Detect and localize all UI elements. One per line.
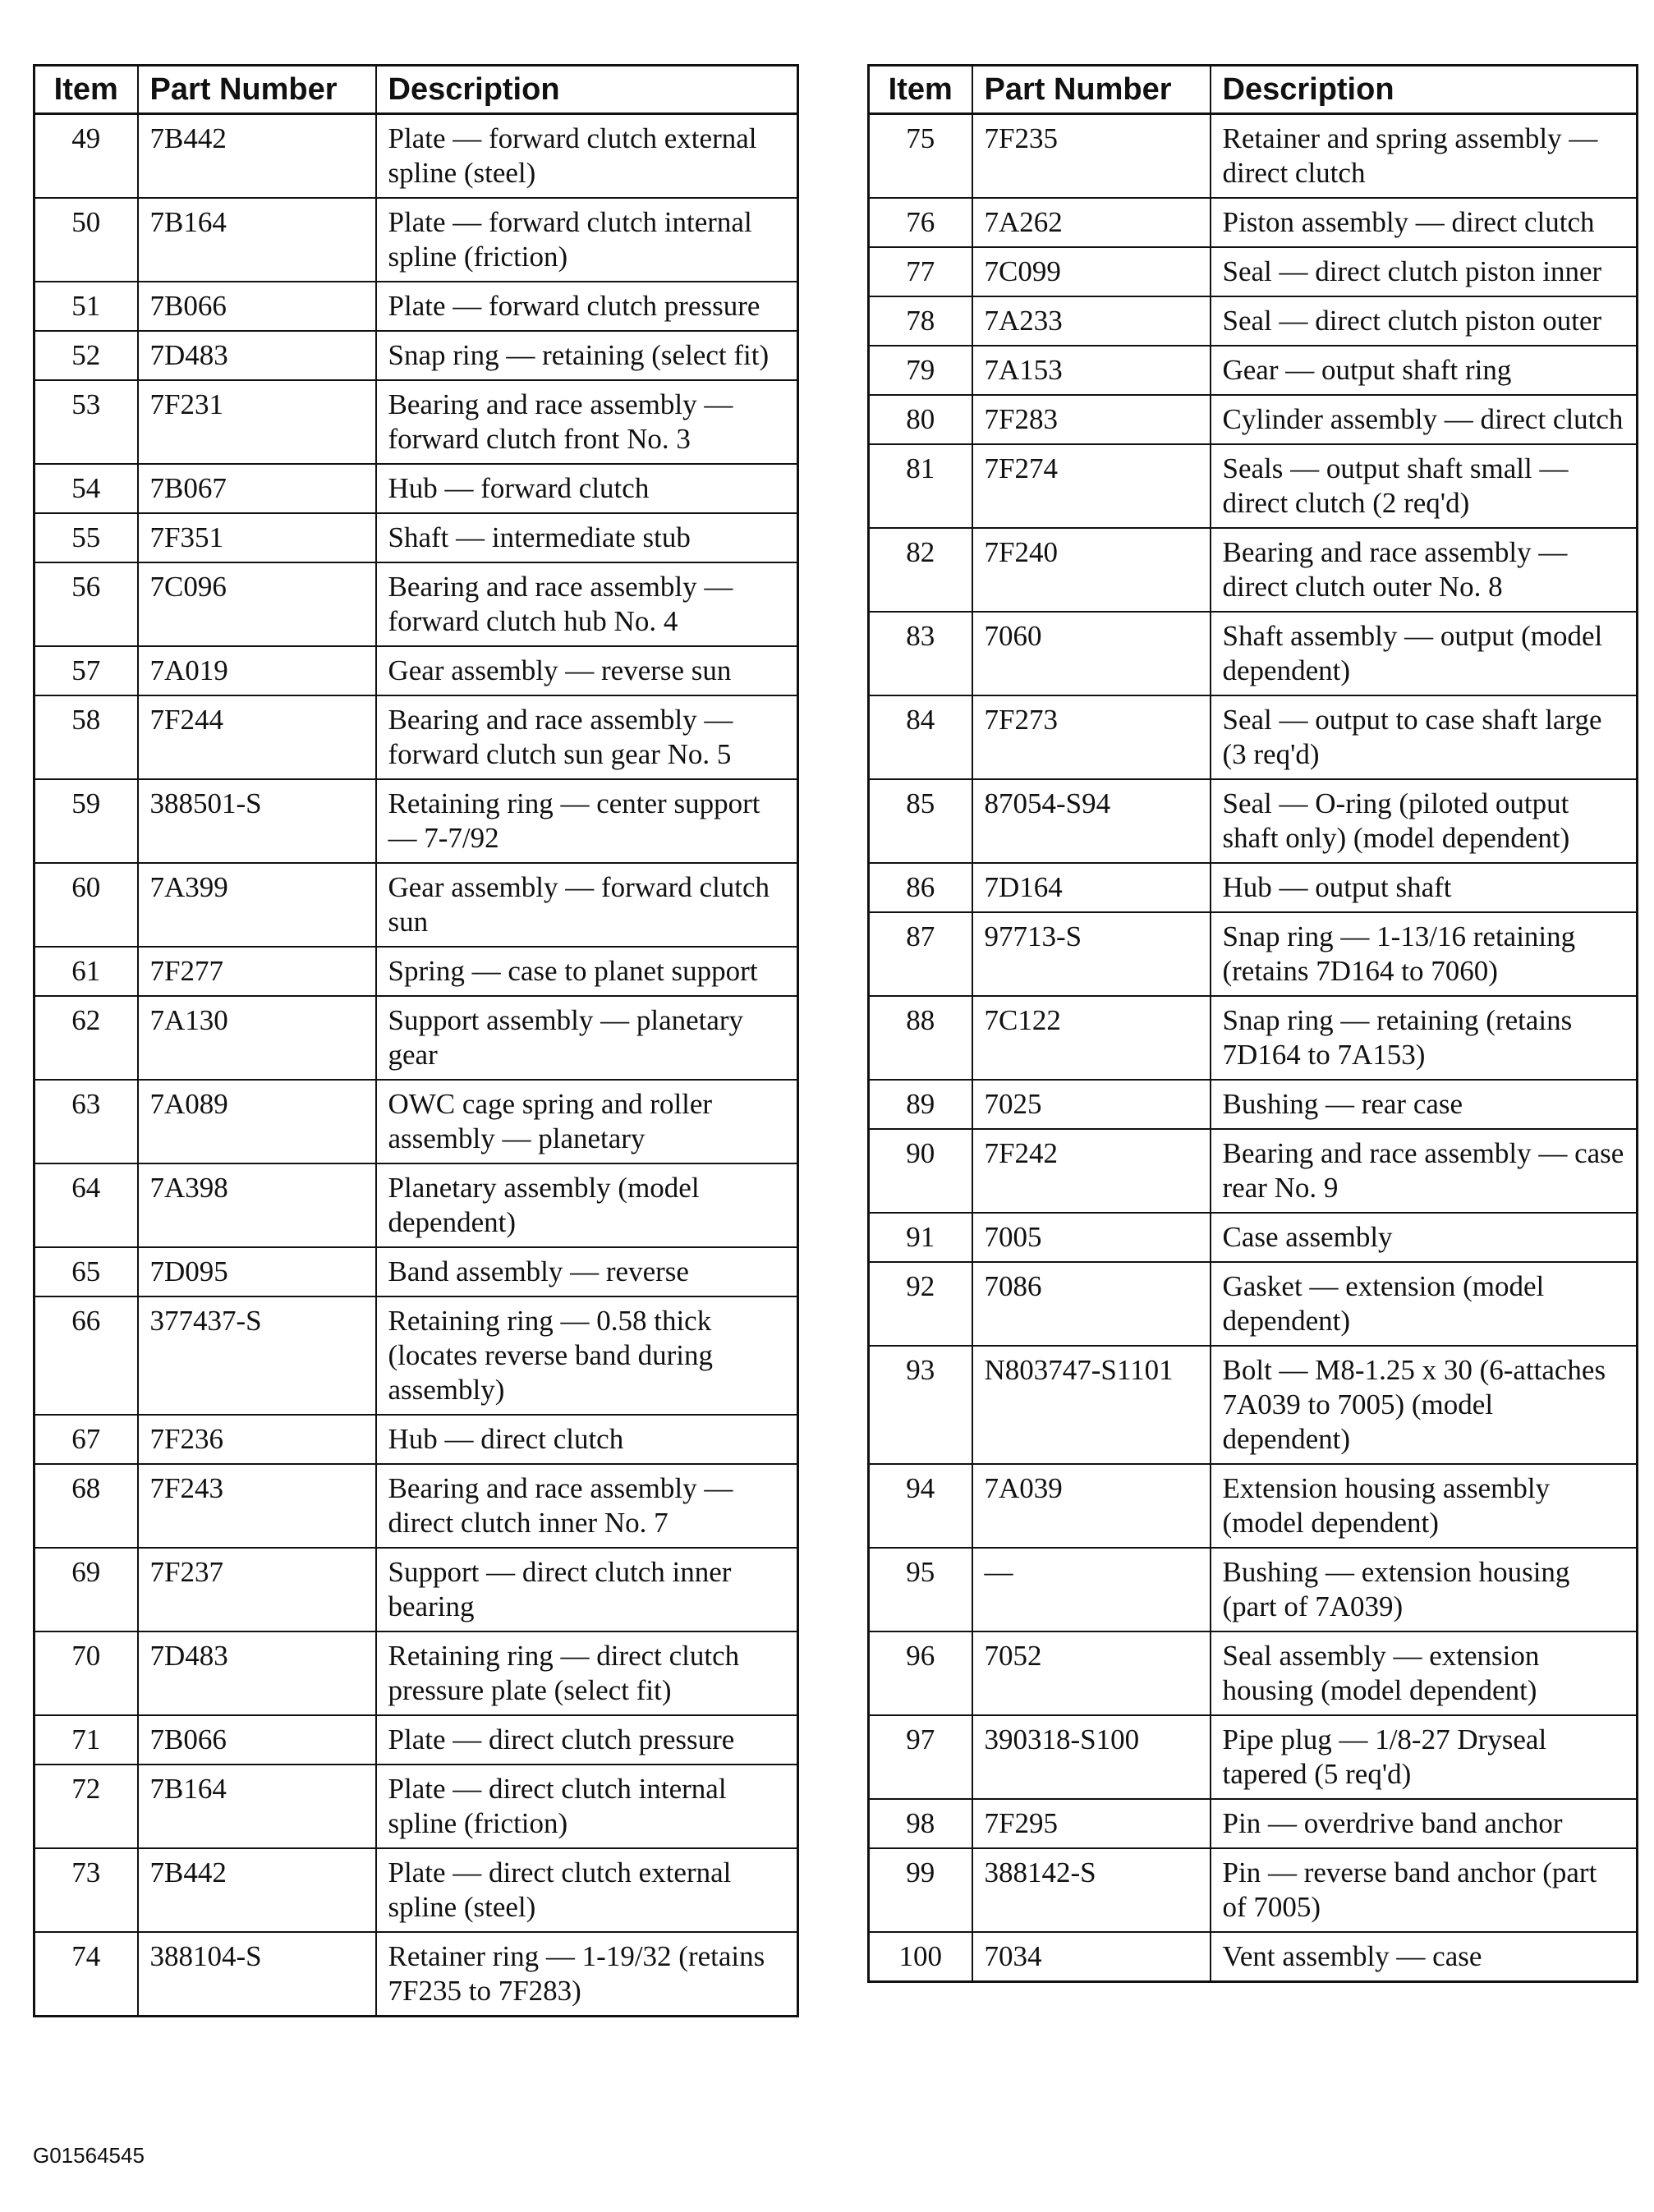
table-row [869, 114, 1638, 199]
part-number-cell: 7F243 [138, 1464, 376, 1548]
table-row [869, 996, 1638, 1080]
part-number-cell: 7A153 [972, 346, 1211, 395]
part-number-cell: 7D483 [138, 331, 376, 380]
part-number-cell: 7F235 [972, 114, 1211, 199]
table-row [34, 1848, 798, 1932]
item-cell: 59 [34, 779, 138, 863]
part-number-cell: 7F274 [972, 444, 1211, 528]
item-cell: 81 [869, 444, 972, 528]
part-number-cell: N803747-S1101 [972, 1346, 1211, 1464]
item-cell: 57 [34, 646, 138, 695]
table-row [34, 1247, 798, 1296]
part-number-cell: 7005 [972, 1213, 1211, 1262]
table-row [869, 1799, 1638, 1848]
table-row [869, 346, 1638, 395]
table-row [34, 1932, 798, 2017]
item-cell: 94 [869, 1464, 972, 1548]
part-number-cell: 7D095 [138, 1247, 376, 1296]
description-cell: Gear assembly — forward clutch sun [376, 863, 798, 947]
item-cell: 67 [34, 1415, 138, 1464]
description-cell: Retainer ring — 1-19/32 (retains 7F235 to 7F283) [376, 1932, 798, 2017]
item-cell: 50 [34, 198, 138, 282]
item-cell: 89 [869, 1080, 972, 1129]
description-cell: Bearing and race assembly — forward clutch front No. 3 [376, 380, 798, 464]
item-cell: 64 [34, 1163, 138, 1247]
description-cell: Shaft assembly — output (model dependent) [1211, 612, 1638, 695]
description-cell: Plate — forward clutch external spline (steel) [376, 114, 798, 199]
part-number-cell: 7C099 [972, 247, 1211, 296]
parts-table-right [867, 64, 1638, 1983]
description-cell: Seal — direct clutch piston inner [1211, 247, 1638, 296]
description-cell: Extension housing assembly (model dependent) [1211, 1464, 1638, 1548]
part-number-cell: 7052 [972, 1631, 1211, 1715]
description-cell: Hub — forward clutch [376, 464, 798, 513]
description-cell: Plate — direct clutch external spline (steel) [376, 1848, 798, 1932]
description-cell: Retainer and spring assembly — direct clutch [1211, 114, 1638, 199]
part-number-cell: 7F240 [972, 528, 1211, 612]
description-cell: Seal assembly — extension housing (model dependent) [1211, 1631, 1638, 1715]
part-number-cell: 7B164 [138, 1765, 376, 1848]
item-cell: 66 [34, 1296, 138, 1415]
table-header-row [34, 66, 798, 114]
part-number-cell: 7F237 [138, 1548, 376, 1631]
item-cell: 82 [869, 528, 972, 612]
table-row [869, 1848, 1638, 1932]
description-cell: Band assembly — reverse [376, 1247, 798, 1296]
item-cell: 79 [869, 346, 972, 395]
column-header-description: Description [376, 66, 798, 114]
description-cell: Pin — reverse band anchor (part of 7005) [1211, 1848, 1638, 1932]
table-row [34, 1415, 798, 1464]
item-cell: 61 [34, 947, 138, 996]
table-row [34, 646, 798, 695]
part-number-cell: 7B164 [138, 198, 376, 282]
part-number-cell: 388104-S [138, 1932, 376, 2017]
part-number-cell: 7A130 [138, 996, 376, 1080]
item-cell: 63 [34, 1080, 138, 1163]
table-row [34, 779, 798, 863]
description-cell: Retaining ring — 0.58 thick (locates reverse band during assembly) [376, 1296, 798, 1415]
description-cell: Seals — output shaft small — direct clutch (2 req'd) [1211, 444, 1638, 528]
part-number-cell: 390318-S100 [972, 1715, 1211, 1799]
table-row [34, 562, 798, 646]
item-cell: 86 [869, 863, 972, 912]
item-cell: 74 [34, 1932, 138, 2017]
part-number-cell: 97713-S [972, 912, 1211, 996]
description-cell: Piston assembly — direct clutch [1211, 198, 1638, 247]
item-cell: 72 [34, 1765, 138, 1848]
item-cell: 77 [869, 247, 972, 296]
description-cell: Retaining ring — direct clutch pressure plate (select fit) [376, 1631, 798, 1715]
table-row [34, 380, 798, 464]
description-cell: Shaft — intermediate stub [376, 513, 798, 562]
item-cell: 52 [34, 331, 138, 380]
description-cell: Bearing and race assembly — direct clutch outer No. 8 [1211, 528, 1638, 612]
column-header-part-number: Part Number [972, 66, 1211, 114]
item-cell: 87 [869, 912, 972, 996]
description-cell: Pin — overdrive band anchor [1211, 1799, 1638, 1848]
description-cell: Vent assembly — case [1211, 1932, 1638, 1982]
table-row [34, 947, 798, 996]
table-row [869, 612, 1638, 695]
item-cell: 75 [869, 114, 972, 199]
table-row [34, 1765, 798, 1848]
column-header-description: Description [1211, 66, 1638, 114]
part-number-cell: 7B442 [138, 1848, 376, 1932]
item-cell: 49 [34, 114, 138, 199]
item-cell: 65 [34, 1247, 138, 1296]
part-number-cell: 7B442 [138, 114, 376, 199]
column-header-part-number: Part Number [138, 66, 376, 114]
part-number-cell: 7A399 [138, 863, 376, 947]
item-cell: 92 [869, 1262, 972, 1346]
description-cell: Support assembly — planetary gear [376, 996, 798, 1080]
column-header-item: Item [869, 66, 972, 114]
part-number-cell: 7A233 [972, 296, 1211, 346]
part-number-cell: 7C122 [972, 996, 1211, 1080]
item-cell: 85 [869, 779, 972, 863]
item-cell: 69 [34, 1548, 138, 1631]
table-row [869, 395, 1638, 444]
description-cell: Gear — output shaft ring [1211, 346, 1638, 395]
part-number-cell: 7F231 [138, 380, 376, 464]
table-row [869, 1346, 1638, 1464]
item-cell: 70 [34, 1631, 138, 1715]
table-row [869, 863, 1638, 912]
part-number-cell: 7A039 [972, 1464, 1211, 1548]
part-number-cell: 7A262 [972, 198, 1211, 247]
table-row [869, 779, 1638, 863]
table-row [34, 695, 798, 779]
item-cell: 97 [869, 1715, 972, 1799]
part-number-cell: — [972, 1548, 1211, 1631]
table-row [869, 296, 1638, 346]
description-cell: Snap ring — retaining (retains 7D164 to 7A153) [1211, 996, 1638, 1080]
description-cell: Gear assembly — reverse sun [376, 646, 798, 695]
table-row [869, 247, 1638, 296]
part-number-cell: 7F295 [972, 1799, 1211, 1848]
table-row [869, 1262, 1638, 1346]
part-number-cell: 7034 [972, 1932, 1211, 1982]
table-row [869, 1548, 1638, 1631]
item-cell: 76 [869, 198, 972, 247]
description-cell: OWC cage spring and roller assembly — planetary [376, 1080, 798, 1163]
item-cell: 100 [869, 1932, 972, 1982]
table-row [869, 912, 1638, 996]
item-cell: 71 [34, 1715, 138, 1765]
part-number-cell: 7B066 [138, 1715, 376, 1765]
description-cell: Seal — O-ring (piloted output shaft only) (model dependent) [1211, 779, 1638, 863]
item-cell: 54 [34, 464, 138, 513]
part-number-cell: 7C096 [138, 562, 376, 646]
part-number-cell: 7060 [972, 612, 1211, 695]
table-row [869, 1932, 1638, 1982]
item-cell: 68 [34, 1464, 138, 1548]
description-cell: Plate — direct clutch internal spline (friction) [376, 1765, 798, 1848]
table-row [34, 198, 798, 282]
parts-table-left [33, 64, 799, 2017]
table-row [34, 331, 798, 380]
description-cell: Retaining ring — center support — 7-7/92 [376, 779, 798, 863]
part-number-cell: 7025 [972, 1080, 1211, 1129]
description-cell: Plate — direct clutch pressure [376, 1715, 798, 1765]
description-cell: Seal — output to case shaft large (3 req'd) [1211, 695, 1638, 779]
item-cell: 83 [869, 612, 972, 695]
item-cell: 99 [869, 1848, 972, 1932]
description-cell: Hub — direct clutch [376, 1415, 798, 1464]
item-cell: 95 [869, 1548, 972, 1631]
part-number-cell: 7086 [972, 1262, 1211, 1346]
table-row [869, 695, 1638, 779]
item-cell: 73 [34, 1848, 138, 1932]
description-cell: Snap ring — 1-13/16 retaining (retains 7D164 to 7060) [1211, 912, 1638, 996]
description-cell: Seal — direct clutch piston outer [1211, 296, 1638, 346]
table-row [34, 996, 798, 1080]
description-cell: Pipe plug — 1/8-27 Dryseal tapered (5 req'd) [1211, 1715, 1638, 1799]
item-cell: 98 [869, 1799, 972, 1848]
table-row [869, 1129, 1638, 1213]
description-cell: Plate — forward clutch pressure [376, 282, 798, 331]
table-row [869, 1213, 1638, 1262]
item-cell: 80 [869, 395, 972, 444]
table-row [34, 1548, 798, 1631]
table-row [34, 464, 798, 513]
item-cell: 96 [869, 1631, 972, 1715]
item-cell: 55 [34, 513, 138, 562]
part-number-cell: 7F273 [972, 695, 1211, 779]
table-row [869, 444, 1638, 528]
table-row [34, 114, 798, 199]
table-row [869, 1715, 1638, 1799]
figure-id-label: G01564545 [33, 2143, 145, 2168]
description-cell: Bearing and race assembly — direct clutch inner No. 7 [376, 1464, 798, 1548]
description-cell: Bearing and race assembly — case rear No. 9 [1211, 1129, 1638, 1213]
table-row [34, 1163, 798, 1247]
table-row [34, 1080, 798, 1163]
table-row [869, 528, 1638, 612]
item-cell: 90 [869, 1129, 972, 1213]
part-number-cell: 7F236 [138, 1415, 376, 1464]
part-number-cell: 7F244 [138, 695, 376, 779]
description-cell: Gasket — extension (model dependent) [1211, 1262, 1638, 1346]
table-row [869, 1631, 1638, 1715]
table-row [34, 1715, 798, 1765]
description-cell: Bolt — M8-1.25 x 30 (6-attaches 7A039 to 7005) (model dependent) [1211, 1346, 1638, 1464]
description-cell: Snap ring — retaining (select fit) [376, 331, 798, 380]
part-number-cell: 7F277 [138, 947, 376, 996]
description-cell: Support — direct clutch inner bearing [376, 1548, 798, 1631]
item-cell: 88 [869, 996, 972, 1080]
part-number-cell: 388501-S [138, 779, 376, 863]
description-cell: Spring — case to planet support [376, 947, 798, 996]
column-header-item: Item [34, 66, 138, 114]
part-number-cell: 7A089 [138, 1080, 376, 1163]
item-cell: 78 [869, 296, 972, 346]
table-row [869, 1464, 1638, 1548]
description-cell: Planetary assembly (model dependent) [376, 1163, 798, 1247]
table-header-row [869, 66, 1638, 114]
table-row [869, 198, 1638, 247]
table-row [34, 863, 798, 947]
part-number-cell: 388142-S [972, 1848, 1211, 1932]
description-cell: Case assembly [1211, 1213, 1638, 1262]
item-cell: 53 [34, 380, 138, 464]
table-row [34, 1296, 798, 1415]
part-number-cell: 87054-S94 [972, 779, 1211, 863]
part-number-cell: 7B067 [138, 464, 376, 513]
item-cell: 56 [34, 562, 138, 646]
part-number-cell: 7F351 [138, 513, 376, 562]
description-cell: Plate — forward clutch internal spline (friction) [376, 198, 798, 282]
part-number-cell: 7F283 [972, 395, 1211, 444]
item-cell: 51 [34, 282, 138, 331]
table-row [34, 1464, 798, 1548]
item-cell: 60 [34, 863, 138, 947]
table-row [869, 1080, 1638, 1129]
part-number-cell: 377437-S [138, 1296, 376, 1415]
description-cell: Bearing and race assembly — forward clutch sun gear No. 5 [376, 695, 798, 779]
part-number-cell: 7F242 [972, 1129, 1211, 1213]
part-number-cell: 7A019 [138, 646, 376, 695]
item-cell: 58 [34, 695, 138, 779]
item-cell: 91 [869, 1213, 972, 1262]
table-row [34, 282, 798, 331]
part-number-cell: 7A398 [138, 1163, 376, 1247]
description-cell: Bearing and race assembly — forward clutch hub No. 4 [376, 562, 798, 646]
part-number-cell: 7D164 [972, 863, 1211, 912]
description-cell: Cylinder assembly — direct clutch [1211, 395, 1638, 444]
description-cell: Bushing — extension housing (part of 7A039) [1211, 1548, 1638, 1631]
item-cell: 84 [869, 695, 972, 779]
part-number-cell: 7B066 [138, 282, 376, 331]
table-row [34, 513, 798, 562]
table-row [34, 1631, 798, 1715]
part-number-cell: 7D483 [138, 1631, 376, 1715]
description-cell: Bushing — rear case [1211, 1080, 1638, 1129]
item-cell: 93 [869, 1346, 972, 1464]
item-cell: 62 [34, 996, 138, 1080]
description-cell: Hub — output shaft [1211, 863, 1638, 912]
